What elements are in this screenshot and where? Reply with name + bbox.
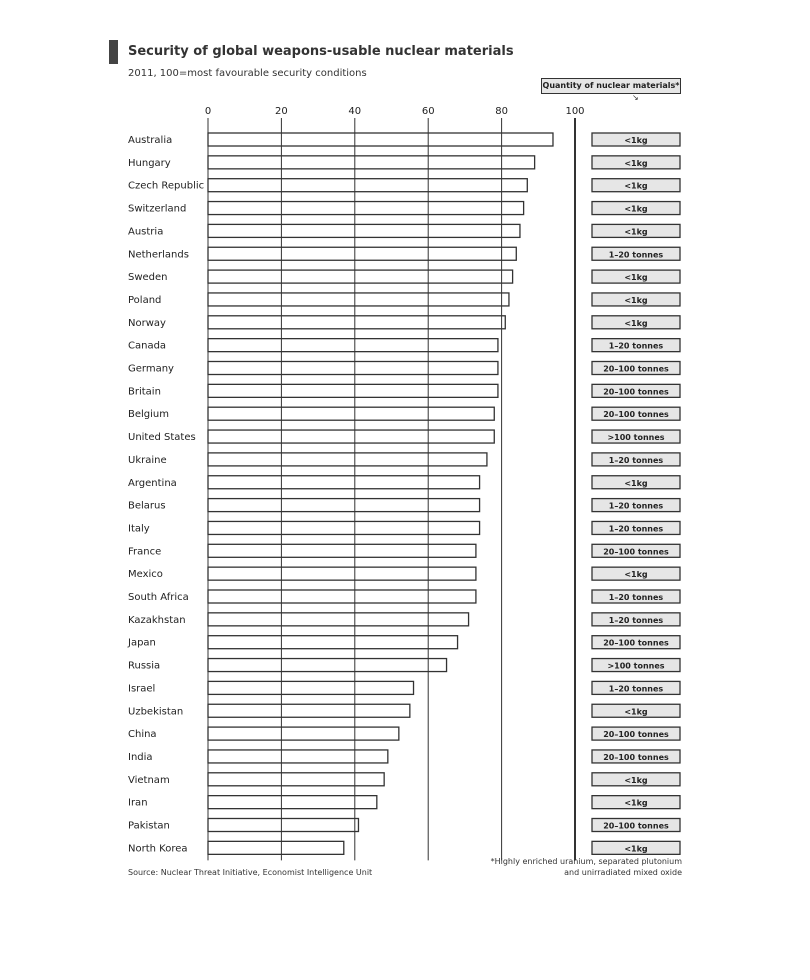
country-label: Italy — [128, 523, 150, 535]
bar — [208, 224, 520, 237]
country-label: United States — [128, 432, 196, 444]
quantity-label: <1kg — [624, 204, 648, 214]
country-label: Sweden — [128, 272, 168, 284]
bar — [208, 613, 469, 626]
country-label: Britain — [128, 386, 161, 398]
bar — [208, 841, 344, 854]
bar — [208, 339, 498, 352]
bar — [208, 270, 513, 283]
quantity-label: >100 tonnes — [607, 661, 665, 671]
bar — [208, 430, 494, 443]
bar — [208, 819, 358, 832]
quantity-label: 20–100 tonnes — [603, 547, 669, 557]
x-tick-label: 40 — [348, 106, 362, 117]
bar — [208, 453, 487, 466]
quantity-label: <1kg — [624, 273, 648, 283]
country-label: Pakistan — [128, 820, 170, 832]
quantity-label: 1–20 tonnes — [608, 593, 664, 602]
quantity-label: <1kg — [624, 158, 648, 168]
quantity-label: 1–20 tonnes — [608, 250, 664, 260]
country-label: India — [128, 751, 153, 763]
quantity-label: 20–100 tonnes — [603, 410, 669, 420]
bar — [208, 499, 480, 512]
bar — [208, 567, 476, 580]
bar — [208, 796, 377, 809]
bar — [208, 750, 388, 763]
bar — [208, 544, 476, 557]
bar — [208, 590, 476, 603]
country-label: Mexico — [128, 569, 163, 581]
bar — [208, 681, 414, 694]
x-tick-label: 60 — [421, 106, 435, 117]
quantity-label: 1–20 tonnes — [608, 615, 664, 625]
quantity-label: 20–100 tonnes — [603, 730, 669, 740]
chart-subtitle: 2011, 100=most favourable security conditions — [128, 68, 367, 79]
bar — [208, 476, 480, 489]
bar — [208, 362, 498, 375]
quantity-label: <1kg — [624, 227, 648, 237]
quantity-label: 1–20 tonnes — [608, 684, 664, 694]
quantity-label: >100 tonnes — [607, 433, 665, 443]
x-tick-label: 80 — [495, 106, 508, 117]
quantity-label: 1–20 tonnes — [608, 455, 664, 465]
bar — [208, 636, 458, 649]
country-label: Netherlands — [128, 249, 189, 261]
bar — [208, 384, 498, 397]
country-label: Czech Republic — [128, 180, 205, 192]
country-label: Poland — [128, 294, 162, 306]
country-label: Australia — [128, 135, 173, 146]
bar — [208, 773, 384, 786]
country-label: Japan — [128, 637, 156, 649]
quantity-label: 1–20 tonnes — [608, 341, 664, 351]
quantity-label: <1kg — [624, 798, 648, 808]
footnote-line-1: *Highly enriched uranium, separated plutonium — [490, 857, 682, 866]
quantity-label: 1–20 tonnes — [608, 524, 664, 534]
country-label: Uzbekistan — [128, 706, 184, 718]
bar — [208, 156, 535, 169]
quantity-label: 20–100 tonnes — [603, 752, 669, 762]
quantity-label: 20–100 tonnes — [603, 387, 669, 397]
country-label: Germany — [128, 363, 174, 375]
country-label: Norway — [128, 317, 166, 329]
country-label: Canada — [128, 340, 167, 352]
quantity-label: 20–100 tonnes — [603, 638, 669, 648]
bar — [208, 293, 509, 306]
country-label: Belgium — [128, 409, 169, 421]
legend-pointer-icon: ↘ — [632, 93, 639, 102]
bar — [208, 704, 410, 717]
bar — [208, 179, 527, 192]
bar — [208, 659, 447, 672]
quantity-label: <1kg — [624, 136, 648, 145]
bar — [208, 407, 494, 420]
bar — [208, 727, 399, 740]
country-label: Vietnam — [128, 774, 170, 786]
x-tick-label: 20 — [275, 106, 288, 117]
country-label: Israel — [128, 683, 156, 695]
country-label: Ukraine — [128, 454, 167, 466]
chart-source: Source: Nuclear Threat Initiative, Economist Intelligence Unit — [128, 868, 373, 877]
quantity-label: <1kg — [624, 295, 648, 305]
country-label: Iran — [128, 797, 148, 809]
legend-quantity-label: Quantity of nuclear materials* — [541, 78, 681, 94]
quantity-label: <1kg — [624, 707, 648, 717]
country-label: Hungary — [128, 157, 171, 169]
bar — [208, 247, 516, 260]
quantity-label: <1kg — [624, 844, 648, 854]
country-label: Switzerland — [128, 203, 187, 215]
x-tick-label: 100 — [565, 106, 585, 117]
quantity-label: <1kg — [624, 318, 648, 328]
quantity-label: <1kg — [624, 478, 648, 488]
quantity-label: <1kg — [624, 775, 648, 785]
country-label: Russia — [128, 660, 161, 672]
x-tick-label: 0 — [204, 106, 212, 117]
country-label: Austria — [128, 226, 164, 238]
bar — [208, 316, 505, 329]
bar — [208, 202, 524, 215]
bar — [208, 521, 480, 534]
quantity-label: <1kg — [624, 181, 648, 191]
country-label: North Korea — [128, 843, 188, 855]
chart-title: Security of global weapons-usable nuclear materials — [128, 44, 514, 59]
country-label: Belarus — [128, 500, 166, 512]
country-label: China — [128, 729, 157, 741]
quantity-label: 20–100 tonnes — [603, 821, 669, 831]
quantity-label: <1kg — [624, 570, 648, 580]
quantity-label: 1–20 tonnes — [608, 501, 664, 511]
country-label: South Africa — [128, 592, 189, 603]
chart-footnote — [470, 856, 682, 878]
country-label: Argentina — [128, 477, 177, 489]
quantity-label: 20–100 tonnes — [603, 364, 669, 374]
country-label: Kazakhstan — [128, 614, 186, 626]
country-label: France — [128, 546, 162, 558]
footnote-line-2: and unirradiated mixed oxide — [564, 868, 682, 877]
